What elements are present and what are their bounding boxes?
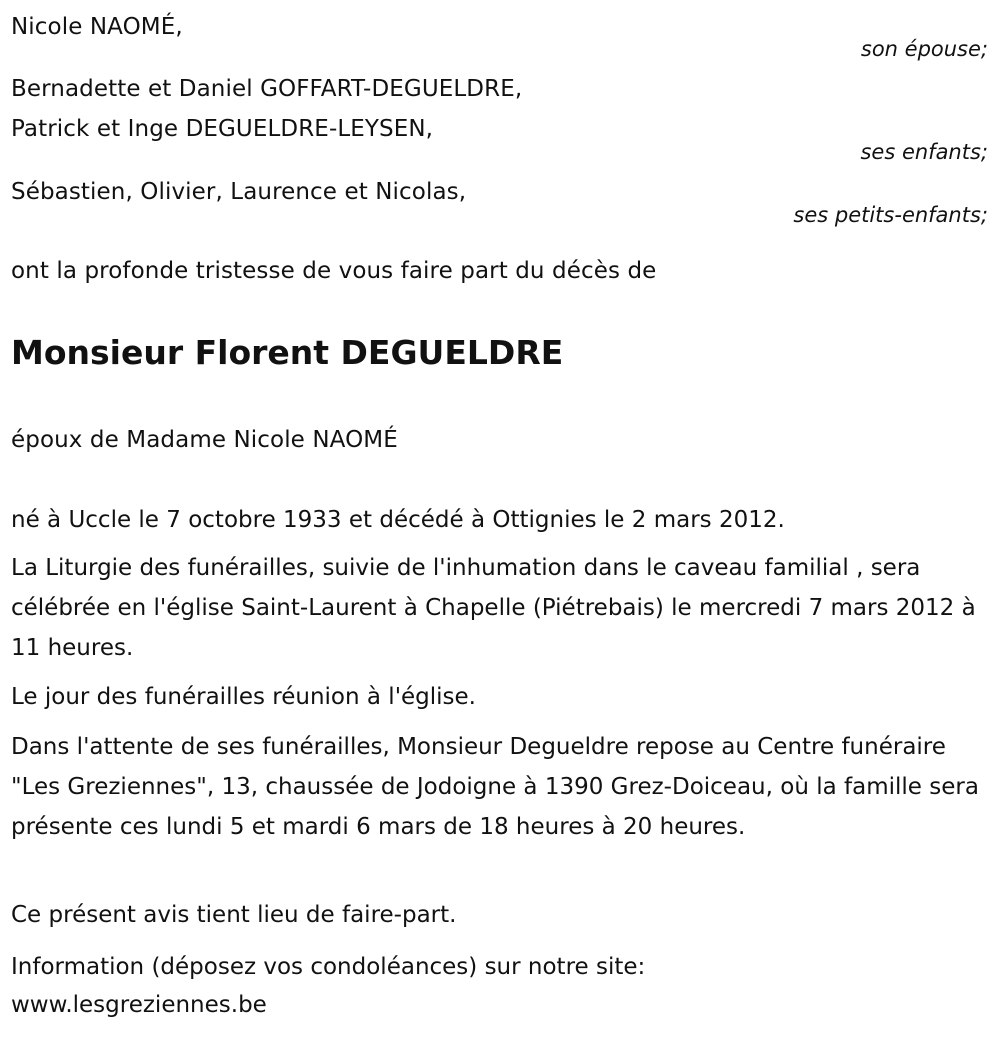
child-family-1: Bernadette et Daniel GOFFART-DEGUELDRE, [11, 76, 523, 102]
liturgy-paragraph: La Liturgie des funérailles, suivie de l'inhumation dans le caveau familial , sera célébrée en l'église Saint-Laurent à Chapelle (Piétrebais) le mercredi 7 mars 2012 à 11 heures. [11, 555, 976, 661]
grandchildren-names: Sébastien, Olivier, Laurence et Nicolas, [11, 179, 467, 205]
announcement-intro: ont la profonde tristesse de vous faire part du décès de [11, 258, 657, 284]
website-link[interactable]: www.lesgreziennes.be [11, 992, 267, 1018]
visitation-paragraph: Dans l'attente de ses funérailles, Monsieur Degueldre repose au Centre funéraire "Les Greziennes", 13, chaussée de Jodoigne à 1390 Grez-Doiceau, où la famille sera présente ces lundi 5 et mardi 6 mars de 18 heures à 20 heures. [11, 734, 979, 840]
spouse-name: Nicole NAOMÉ, [11, 14, 183, 40]
deceased-name: Monsieur Florent DEGUELDRE [11, 333, 564, 372]
children-role: ses enfants; [860, 140, 988, 164]
info-paragraph: Information (déposez vos condoléances) sur notre site: [11, 954, 646, 980]
spouse-role: son épouse; [860, 37, 988, 61]
spouse-of-line: époux de Madame Nicole NAOMÉ [11, 427, 398, 453]
notice-paragraph: Ce présent avis tient lieu de faire-part. [11, 902, 457, 928]
grandchildren-role: ses petits-enfants; [793, 203, 988, 227]
gathering-paragraph: Le jour des funérailles réunion à l'église. [11, 684, 476, 710]
birth-death-line: né à Uccle le 7 octobre 1933 et décédé à Ottignies le 2 mars 2012. [11, 507, 785, 533]
child-family-2: Patrick et Inge DEGUELDRE-LEYSEN, [11, 116, 434, 142]
